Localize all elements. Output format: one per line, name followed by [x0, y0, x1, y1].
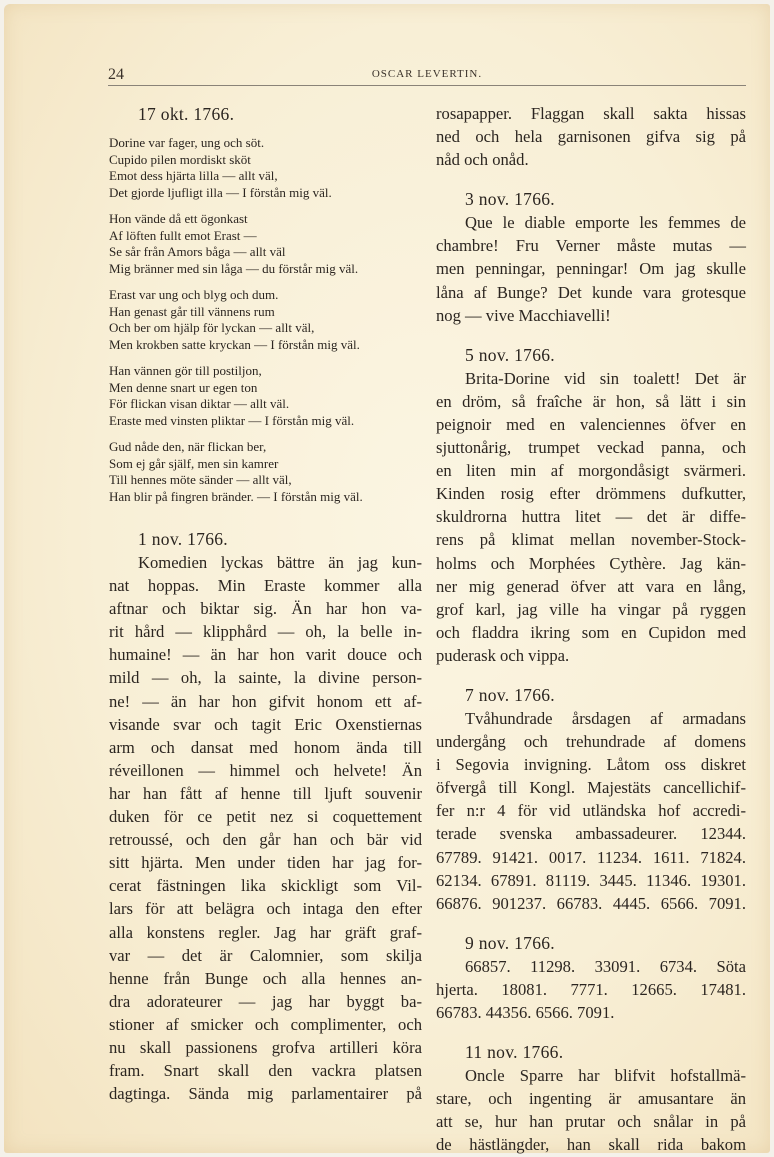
text-line: har han fått af henne till ljuft souvenir	[109, 783, 422, 803]
spacer	[436, 327, 746, 343]
text-line: ne! — än har hon gifvit honom ett af-	[109, 691, 422, 711]
verse-line: Af löften fullt emot Erast —	[109, 227, 257, 243]
text-line: och fladdra ikring som en Cupidon med	[436, 622, 746, 642]
text-line: de hästlängder, han skall rida bakom	[436, 1135, 746, 1155]
verse-line: Hon vände då ett ögonkast	[109, 211, 248, 226]
text-line: dra adorateurer — jag har byggt ba-	[109, 991, 422, 1011]
left-column	[109, 102, 422, 1105]
page-header	[108, 62, 746, 84]
text-line: en liten min af morgondåsigt svärmeri.	[436, 461, 746, 481]
text-line: arm och dansat med honom ända till	[109, 737, 422, 757]
text-line: retroussé, och den går han och bär vid	[109, 830, 422, 850]
text-line: Kinden rosig efter drömmens dufkutter,	[436, 484, 746, 504]
text-line: skuldrorna huttra litet — det är diffe-	[436, 507, 746, 527]
text-line: nat hoppas. Min Eraste kommer alla	[109, 576, 422, 596]
verse-line: Erast var ung och blyg och dum.	[109, 287, 279, 302]
text-line: nu skall passionens grofva artilleri köra	[109, 1037, 422, 1057]
stanza	[109, 363, 422, 429]
book-page	[4, 4, 770, 1153]
text-line: puderask och vippa.	[436, 645, 570, 665]
text-line: undergång och trehundrade af domens	[436, 732, 746, 752]
entry-date: 5 nov. 1766.	[465, 344, 555, 365]
verse-line: Eraste med vinsten pliktar — I förstån mig väl.	[109, 412, 355, 428]
text-line: fram. Snart skall den vackra platsen	[109, 1061, 422, 1081]
text-line: Tvåhundrade årsdagen af armadans	[465, 708, 746, 728]
text-line: men penningar, penningar! Om jag skulle	[436, 259, 746, 279]
verse-line: Han vännen gör till postiljon,	[109, 363, 262, 378]
verse-line: Cupido pilen mordiskt sköt	[109, 151, 251, 167]
verse-line: Till hennes möte sänder — allt väl,	[109, 472, 292, 487]
diary-entry	[436, 1064, 746, 1156]
stanza	[109, 439, 422, 505]
page-number: 24	[108, 66, 124, 83]
verse-line: Se sår från Amors båga — allt väl	[109, 244, 286, 259]
spacer	[436, 171, 746, 187]
verse-line: Han blir på fingren bränder. — I förstån mig väl.	[109, 488, 363, 504]
text-line: nåd och onåd.	[436, 150, 529, 170]
entry-date: 17 okt. 1766.	[138, 104, 235, 124]
text-line: rit hård — klipphård — oh, la belle in-	[109, 622, 422, 642]
verse-line: Som ej går själf, men sin kamrer	[109, 455, 279, 471]
diary-entry	[436, 955, 746, 1024]
spacer	[109, 515, 422, 527]
text-line: 67789. 91421. 0017. 11234. 1611. 71824.	[436, 847, 746, 867]
text-line: ned och hela garnisonen gifva sig på	[436, 127, 746, 147]
text-line: hjerta. 18081. 7771. 12665. 17481.	[436, 979, 746, 999]
text-line: Que le diable emporte les femmes de	[465, 213, 746, 233]
running-head: OSCAR LEVERTIN.	[371, 68, 483, 80]
text-line: en dröm, så fraîche är hon, så lätt i sin	[436, 391, 746, 411]
stanza	[109, 211, 422, 277]
verse-line: Och ber om hjälp för lyckan — allt väl,	[109, 320, 315, 335]
spacer	[436, 667, 746, 683]
text-line: réveillonen — himmel och helvete! Än	[109, 760, 422, 780]
text-line: Oncle Sparre har blifvit hofstallmä-	[465, 1066, 746, 1086]
text-line: peignoir med en valenciennes öfver en	[436, 414, 746, 434]
text-line: henne från Bunge och alla hennes an-	[109, 968, 422, 988]
diary-continuation	[436, 102, 746, 171]
spacer	[436, 1024, 746, 1040]
text-line: var — det är Calomnier, som skilja	[109, 945, 422, 965]
stanza	[109, 287, 422, 353]
text-line: nog — vive Macchiavelli!	[436, 305, 611, 325]
text-line: lars för att belägra och intaga den efter	[109, 899, 422, 919]
verse-line: Det gjorde ljufligt illa — I förstån mig väl.	[109, 184, 332, 200]
entry-date: 7 nov. 1766.	[465, 684, 555, 705]
text-line: fer n:r 4 för vid utländska hof accredi-	[436, 801, 746, 821]
text-line: låna af Bunge? Det kunde vara grotesque	[436, 282, 746, 302]
text-line: dagtinga. Sända mig parlamentairer på	[109, 1084, 422, 1104]
text-line: 66857. 11298. 33091. 6734. Söta	[465, 956, 746, 976]
verse-line: Han genast går till vännens rum	[109, 303, 275, 319]
text-line: grof karl, jag ville ha vingar på ryggen	[436, 599, 746, 619]
text-line: humaine! — än har hon varit douce och	[109, 645, 422, 665]
verse-line: Gud nåde den, när flickan ber,	[109, 439, 267, 454]
entry-date: 11 nov. 1766.	[465, 1042, 564, 1063]
text-line: rens på klimat mellan november-Stock-	[436, 530, 746, 550]
text-line: öfvergå till Kongl. Majestäts cancellichif-	[436, 778, 746, 798]
text-line: duken för ce petit nez si coquettement	[109, 807, 422, 827]
diary-entry	[436, 211, 746, 326]
verse-line: Dorine var fager, ung och söt.	[109, 135, 265, 150]
text-line: chambre! Fru Verner måste mutas —	[436, 236, 746, 256]
text-line: visande svar och tagit Eric Oxenstiernas	[109, 714, 422, 734]
diary-entry	[436, 707, 746, 915]
text-line: Brita-Dorine vid sin toalett! Det är	[465, 368, 746, 388]
text-line: stare, och ingenting är amusantare än	[436, 1089, 746, 1109]
verse-line: Men krokben satte kryckan — I förstån mig väl.	[109, 336, 360, 352]
text-line: mild — oh, la sainte, la divine person-	[109, 668, 422, 688]
text-line: rosapapper. Flaggan skall sakta hissas	[436, 104, 746, 123]
text-line: aftnar och biktar sig. Än har hon va-	[109, 599, 422, 619]
stanza	[109, 135, 422, 201]
poem	[109, 135, 422, 505]
text-line: 66783. 44356. 6566. 7091.	[436, 1003, 615, 1022]
entry-date: 1 nov. 1766.	[138, 529, 228, 549]
text-line: holms och Morphées Cythère. Jag kän-	[436, 553, 746, 573]
verse-line: Emot dess hjärta lilla — allt väl,	[109, 168, 278, 183]
text-line: terade svenska ambassadeurer. 12344.	[436, 824, 746, 844]
verse-line: Men denne snart ur egen ton	[109, 379, 258, 395]
diary-entry	[436, 367, 746, 667]
text-line: sitt hjärta. Men under tiden har jag for-	[109, 853, 422, 873]
text-line: stioner af smicker och complimenter, och	[109, 1014, 422, 1034]
text-line: 62134. 67891. 81119. 3445. 11346. 19301.	[436, 870, 746, 890]
entry-date: 9 nov. 1766.	[465, 932, 555, 953]
text-line: alla konstens regler. Jag har gräft graf-	[109, 922, 422, 942]
text-line: cerat fästningen lika skickligt som Vil-	[109, 876, 422, 896]
diary-entry	[109, 551, 422, 1105]
header-rule	[108, 85, 746, 86]
spacer	[436, 915, 746, 931]
text-line: i Segovia invigning. Låtom oss diskret	[436, 755, 746, 775]
text-line: sjuttonårig, trumpet veckad panna, och	[436, 438, 746, 458]
text-line: 66876. 901237. 66783. 4445. 6566. 7091.	[436, 893, 746, 913]
text-line: ner mig generad öfver att vara en lång,	[436, 576, 746, 596]
entry-date: 3 nov. 1766.	[465, 189, 555, 210]
text-line: att se, hur han prutar och snålar in på	[436, 1112, 746, 1132]
text-line: Komedien lyckas bättre än jag kun-	[138, 553, 422, 572]
verse-line: Mig bränner med sin låga — du förstår mig väl.	[109, 260, 359, 276]
right-column	[436, 102, 746, 1156]
verse-line: För flickan visan diktar — allt väl.	[109, 396, 290, 411]
